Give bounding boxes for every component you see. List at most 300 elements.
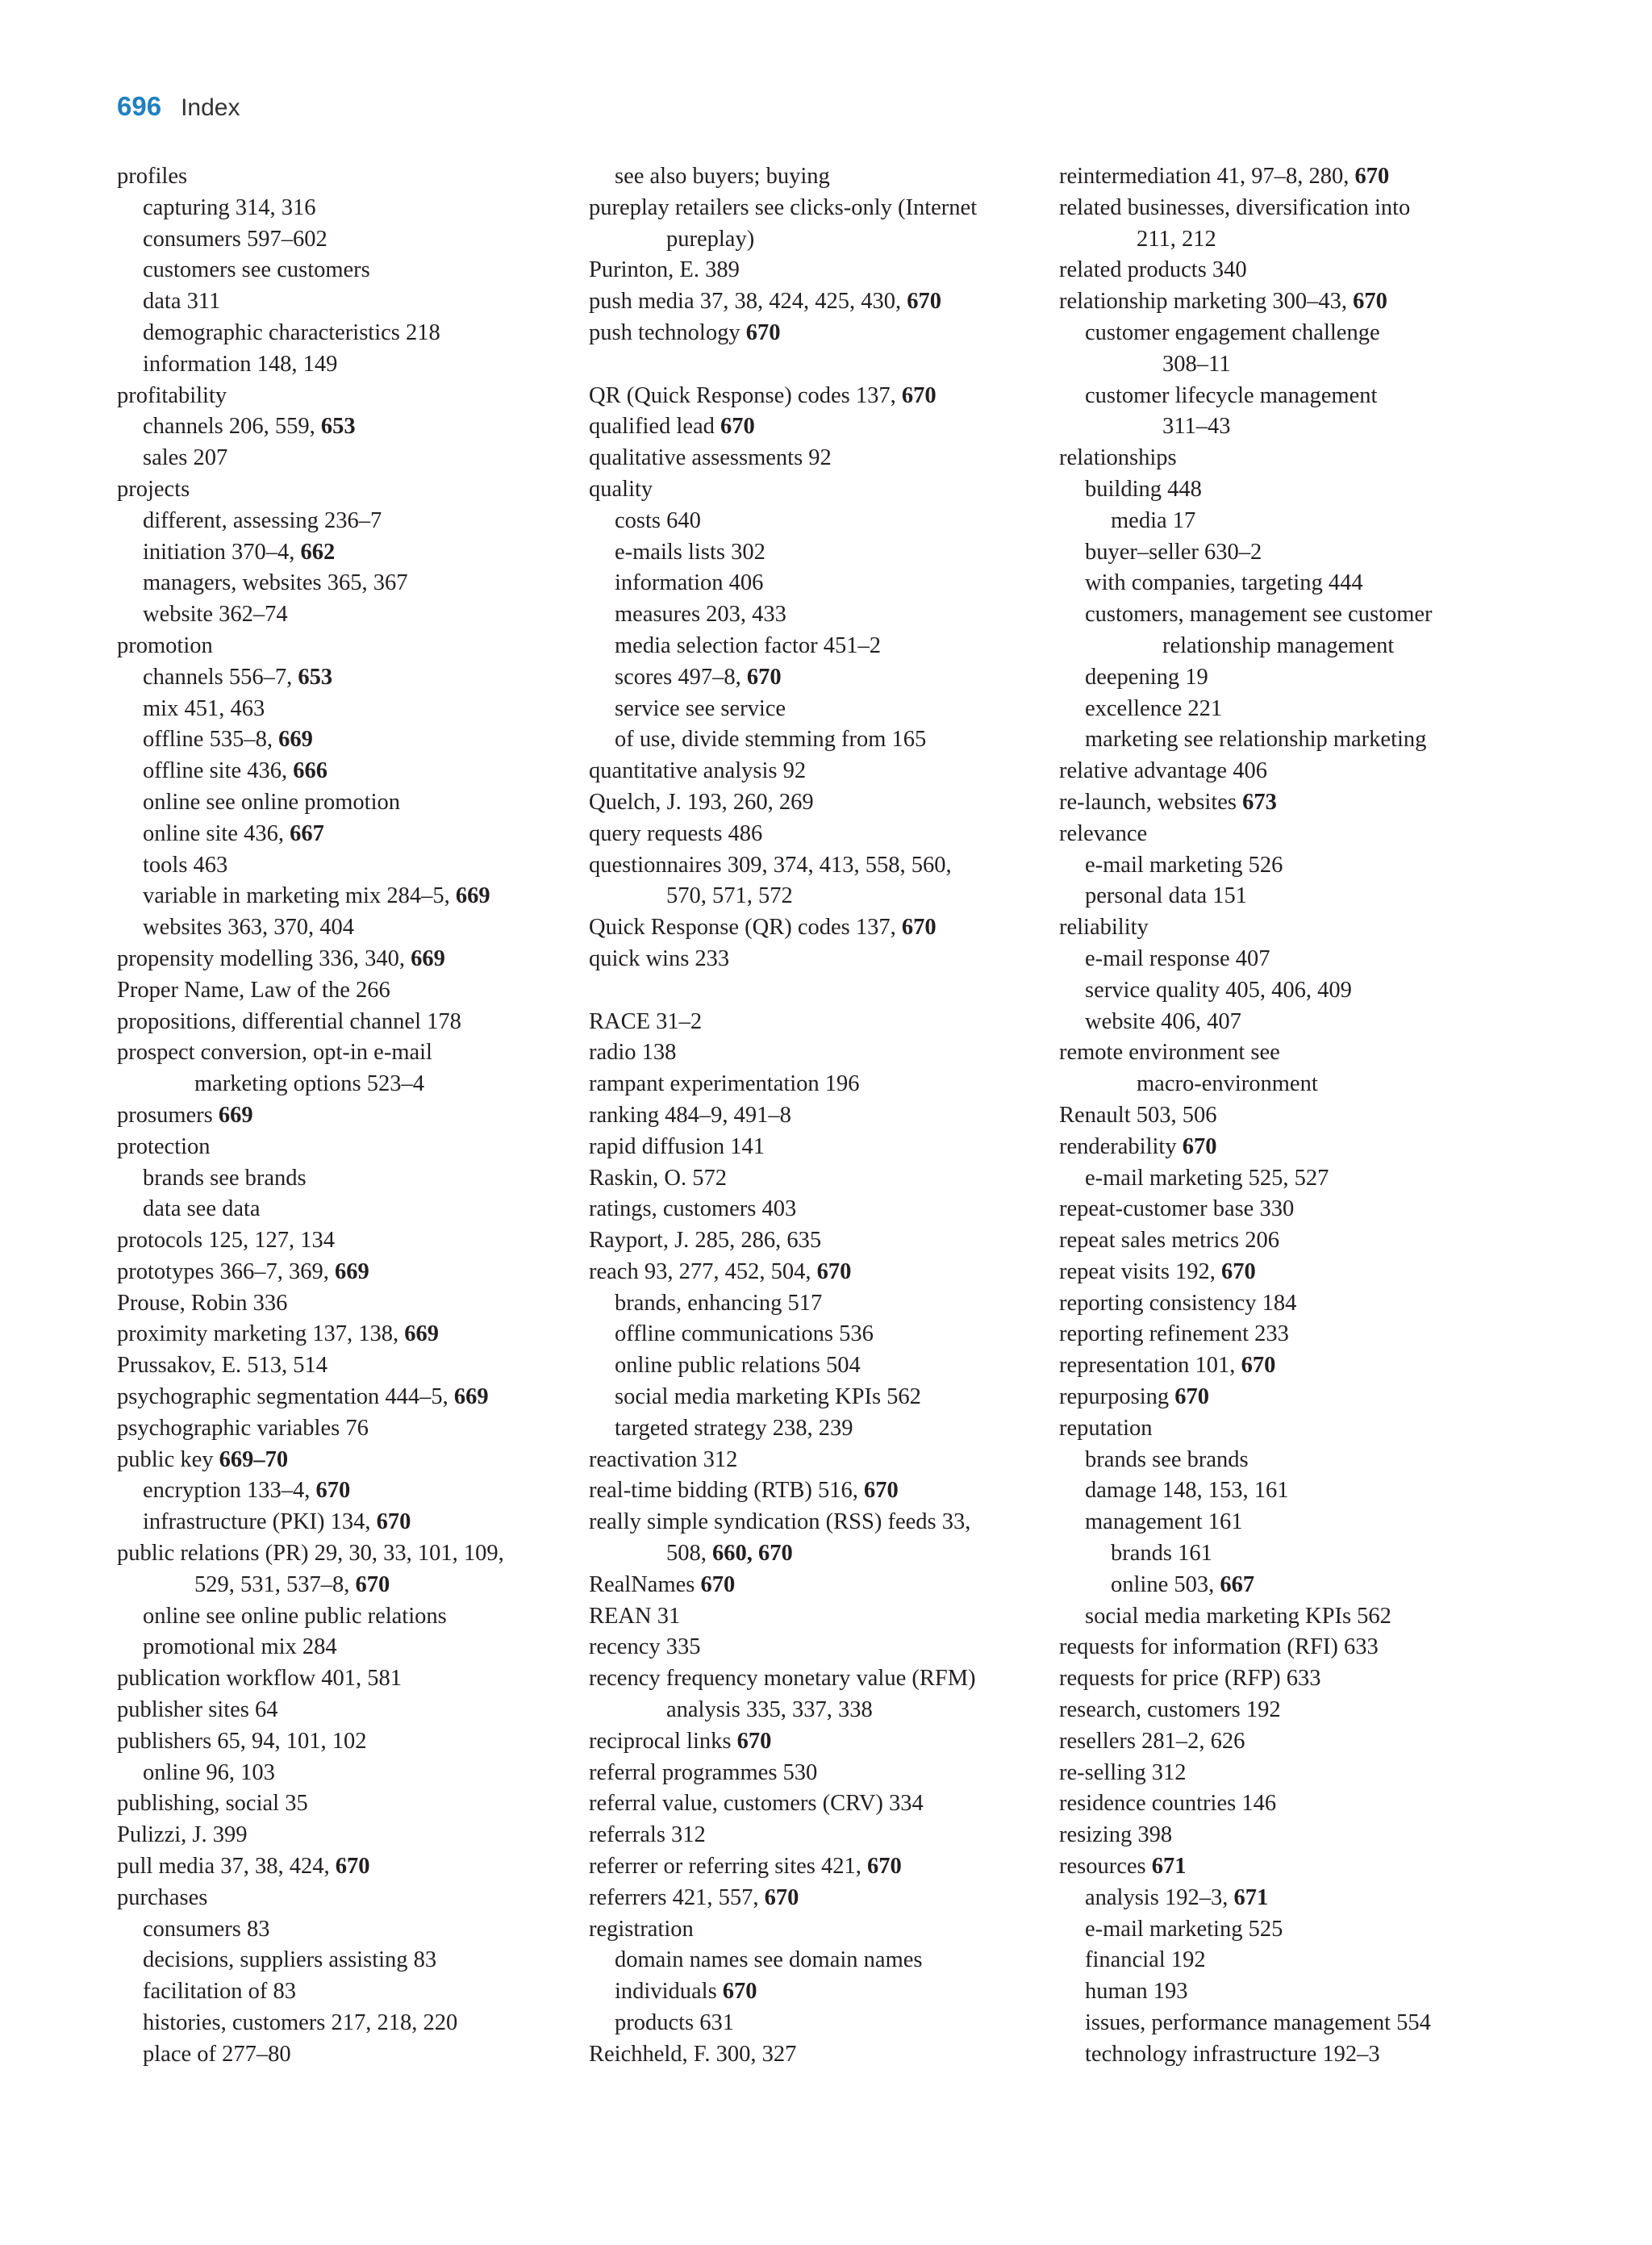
index-entry	[117, 161, 569, 193]
entry-text: residence countries 146	[1059, 1791, 1277, 1817]
index-subentry	[117, 881, 569, 912]
index-entry	[589, 1225, 1049, 1257]
entry-text: personal data 151	[1085, 883, 1248, 909]
entry-text: consumers 83	[143, 1916, 270, 1942]
index-subentry	[117, 1914, 569, 1946]
index-entry	[589, 411, 1049, 443]
index-entry	[1059, 787, 1543, 819]
entry-glossary-page: 667	[290, 820, 324, 846]
index-entry	[589, 1663, 1049, 1695]
entry-text: analysis 192–3,	[1085, 1884, 1234, 1910]
index-entry-continuation	[117, 1570, 569, 1601]
index-subentry	[117, 318, 569, 349]
entry-text: customers see customers	[143, 257, 370, 283]
entry-text: referrals 312	[589, 1822, 706, 1848]
entry-text: 508,	[666, 1541, 712, 1567]
entry-text: pureplay)	[666, 226, 755, 252]
index-entry	[117, 1288, 569, 1320]
entry-text: recency 335	[589, 1634, 701, 1660]
index-entry	[589, 1037, 1049, 1069]
entry-text: media selection factor 451–2	[615, 632, 882, 658]
entry-text: media 17	[1111, 507, 1196, 533]
index-subentry	[117, 1632, 569, 1663]
entry-text: domain names see domain names	[615, 1947, 923, 1973]
entry-glossary-page: 670	[816, 1258, 852, 1284]
index-entry-continuation	[589, 881, 1049, 912]
index-entry	[117, 1350, 569, 1382]
entry-glossary-page: 667	[1220, 1571, 1255, 1597]
index-entry	[589, 756, 1049, 787]
index-entry-continuation	[1059, 1069, 1543, 1100]
index-subentry	[117, 1601, 569, 1633]
entry-text: issues, performance management 554	[1085, 2010, 1431, 2036]
entry-text: qualified lead	[589, 414, 721, 440]
entry-glossary-page: 669	[455, 883, 490, 909]
index-entry	[1059, 1194, 1543, 1225]
index-subentry	[1059, 1601, 1543, 1633]
index-subentry	[1059, 1475, 1543, 1507]
entry-text: requests for price (RFP) 633	[1059, 1666, 1321, 1692]
entry-text: e-mail marketing 525, 527	[1085, 1165, 1329, 1191]
index-entry	[589, 286, 1049, 318]
entry-glossary-page: 670	[901, 915, 937, 941]
entry-text: human 193	[1085, 1979, 1188, 2005]
index-entry	[1059, 1758, 1543, 1789]
entry-text: questionnaires 309, 374, 413, 558, 560,	[589, 852, 952, 878]
index-subsubentry	[1059, 1538, 1543, 1570]
entry-text: 529, 531, 537–8,	[194, 1571, 356, 1597]
entry-text: tools 463	[143, 852, 228, 878]
index-subentry	[117, 349, 569, 381]
index-column-3	[1059, 161, 1543, 2071]
entry-glossary-page: 669–70	[219, 1446, 289, 1472]
entry-text: brands, enhancing 517	[615, 1290, 823, 1316]
entry-text: brands see brands	[143, 1165, 307, 1191]
index-entry	[589, 912, 1049, 944]
entry-text: quick wins 233	[589, 945, 730, 971]
index-entry	[1059, 1100, 1543, 1132]
index-subentry	[117, 1194, 569, 1225]
index-subentry	[589, 631, 1049, 662]
entry-text: histories, customers 217, 218, 220	[143, 2010, 458, 2036]
entry-glossary-page: 670	[335, 1854, 370, 1880]
index-entry	[117, 944, 569, 975]
entry-text: channels 206, 559,	[143, 414, 321, 440]
entry-text: website 406, 407	[1085, 1008, 1241, 1034]
index-entry	[117, 1225, 569, 1257]
entry-glossary-page: 670	[376, 1509, 411, 1535]
page-number: 696	[117, 91, 162, 121]
entry-text: referral programmes 530	[589, 1759, 818, 1785]
index-entry	[1059, 443, 1543, 474]
entry-text: prospect conversion, opt-in e-mail	[117, 1040, 432, 1066]
entry-glossary-page: 670	[745, 319, 781, 345]
index-entry	[589, 1475, 1049, 1507]
entry-text: public key	[117, 1446, 219, 1472]
entry-text: demographic characteristics 218	[143, 319, 440, 345]
entry-glossary-page: 670	[355, 1571, 390, 1597]
entry-text: service see service	[615, 695, 786, 721]
entry-text: repeat sales metrics 206	[1059, 1228, 1280, 1254]
page-header	[117, 91, 240, 131]
index-subentry	[1059, 318, 1543, 349]
index-entry-continuation	[1059, 349, 1543, 381]
index-entry	[589, 1069, 1049, 1100]
entry-text: customer engagement challenge	[1085, 319, 1380, 345]
entry-text: e-mails lists 302	[615, 539, 766, 565]
index-entry	[589, 850, 1049, 882]
index-subentry	[117, 694, 569, 725]
entry-text: capturing 314, 316	[143, 194, 316, 220]
index-entry	[589, 819, 1049, 850]
entry-text: quality	[589, 476, 653, 502]
index-subentry	[117, 255, 569, 286]
entry-text: publication workflow 401, 581	[117, 1666, 403, 1692]
entry-text: Raskin, O. 572	[589, 1165, 727, 1191]
entry-glossary-page: 666	[293, 758, 328, 784]
index-subentry	[117, 2039, 569, 2071]
index-entry	[1059, 756, 1543, 787]
entry-text: damage 148, 153, 161	[1085, 1478, 1289, 1504]
index-subentry	[1059, 1883, 1543, 1914]
index-subentry	[117, 224, 569, 256]
entry-text: products 631	[615, 2010, 735, 2036]
index-entry	[1059, 1132, 1543, 1163]
entry-text: resellers 281–2, 626	[1059, 1728, 1245, 1754]
entry-text: referral value, customers (CRV) 334	[589, 1791, 924, 1817]
entry-text: buyer–seller 630–2	[1085, 539, 1262, 565]
entry-text: research, customers 192	[1059, 1697, 1281, 1723]
index-entry	[589, 1788, 1049, 1820]
entry-text: decisions, suppliers assisting 83	[143, 1947, 437, 1973]
entry-text: 308–11	[1162, 351, 1231, 377]
entry-text: promotion	[117, 632, 213, 658]
entry-text: remote environment see	[1059, 1040, 1280, 1066]
entry-text: real-time bidding (RTB) 516,	[589, 1478, 865, 1504]
entry-text: managers, websites 365, 367	[143, 570, 408, 596]
index-entry	[589, 1257, 1049, 1288]
index-subentry	[1059, 2008, 1543, 2039]
entry-glossary-page: 669	[334, 1258, 369, 1284]
entry-text: push media 37, 38, 424, 425, 430,	[589, 289, 907, 315]
entry-glossary-page: 670	[764, 1884, 799, 1910]
index-subentry	[589, 1413, 1049, 1445]
entry-text: representation 101,	[1059, 1353, 1241, 1379]
index-subentry	[1059, 944, 1543, 975]
index-subentry	[589, 537, 1049, 569]
entry-glossary-page: 670	[864, 1478, 899, 1504]
entry-text: propensity modelling 336, 340,	[117, 945, 411, 971]
entry-text: social media marketing KPIs 562	[1085, 1603, 1391, 1629]
index-subentry	[117, 411, 569, 443]
entry-glossary-page: 662	[300, 539, 336, 565]
entry-glossary-page: 671	[1233, 1884, 1269, 1910]
entry-text: variable in marketing mix 284–5,	[143, 883, 456, 909]
entry-text: building 448	[1085, 476, 1202, 502]
index-subsubentry	[1059, 506, 1543, 537]
entry-text: purchases	[117, 1884, 208, 1910]
index-entry-continuation	[589, 1538, 1049, 1570]
index-subentry	[117, 724, 569, 756]
section-title: Index	[181, 94, 240, 121]
entry-text: rapid diffusion 141	[589, 1133, 765, 1159]
entry-text: online public relations 504	[615, 1353, 861, 1379]
entry-text: ratings, customers 403	[589, 1196, 797, 1222]
entry-text: pureplay retailers see clicks-only (Internet	[589, 194, 978, 220]
entry-text: psychographic segmentation 444–5,	[117, 1384, 454, 1410]
entry-text: re-launch, websites	[1059, 789, 1243, 815]
index-subentry	[589, 1350, 1049, 1382]
index-entry	[1059, 1350, 1543, 1382]
index-entry-continuation	[1059, 411, 1543, 443]
index-entry	[1059, 286, 1543, 318]
entry-text: radio 138	[589, 1040, 677, 1066]
entry-text: customers, management see customer	[1085, 602, 1433, 628]
index-entry	[1059, 1037, 1543, 1069]
entry-text: profitability	[117, 382, 227, 408]
entry-text: encryption 133–4,	[143, 1478, 316, 1504]
entry-text: reputation	[1059, 1415, 1153, 1441]
index-entry	[1059, 1788, 1543, 1820]
entry-spacer	[589, 349, 1049, 381]
index-subentry	[117, 850, 569, 882]
entry-text: related products 340	[1059, 257, 1247, 283]
index-subentry	[1059, 662, 1543, 694]
index-column-1	[117, 161, 569, 2071]
entry-text: reliability	[1059, 915, 1149, 941]
entry-text: service quality 405, 406, 409	[1085, 977, 1352, 1003]
index-subentry	[589, 599, 1049, 631]
entry-text: 211, 212	[1137, 226, 1216, 252]
index-subentry	[589, 1945, 1049, 1976]
entry-text: RealNames	[589, 1571, 701, 1597]
index-subentry	[117, 662, 569, 694]
index-entry	[117, 1788, 569, 1820]
entry-glossary-page: 670	[1353, 289, 1387, 315]
entry-text: Reichheld, F. 300, 327	[589, 2041, 797, 2067]
entry-text: analysis 335, 337, 338	[666, 1697, 873, 1723]
index-subentry	[589, 1382, 1049, 1413]
index-subentry	[589, 2008, 1049, 2039]
entry-glossary-page: 670	[1241, 1353, 1276, 1379]
entry-text: initiation 370–4,	[143, 539, 301, 565]
entry-text: technology infrastructure 192–3	[1085, 2041, 1380, 2067]
entry-text: consumers 597–602	[143, 226, 327, 252]
index-entry	[1059, 819, 1543, 850]
index-subentry	[1059, 2039, 1543, 2071]
entry-glossary-page: 673	[1242, 789, 1277, 815]
entry-text: protocols 125, 127, 134	[117, 1228, 335, 1254]
index-entry	[589, 1507, 1049, 1538]
index-entry	[117, 1382, 569, 1413]
index-subentry	[117, 2008, 569, 2039]
entry-text: quantitative analysis 92	[589, 758, 807, 784]
index-entry	[589, 193, 1049, 224]
index-subentry	[1059, 568, 1543, 599]
index-subentry	[117, 1945, 569, 1976]
index-subentry	[1059, 474, 1543, 506]
index-subentry	[1059, 1163, 1543, 1195]
index-entry	[1059, 1851, 1543, 1883]
index-entry-continuation	[589, 224, 1049, 256]
index-subentry	[589, 506, 1049, 537]
entry-text: reciprocal links	[589, 1728, 737, 1754]
index-entry	[589, 1820, 1049, 1851]
entry-text: recency frequency monetary value (RFM)	[589, 1666, 976, 1692]
entry-text: excellence 221	[1085, 695, 1223, 721]
entry-text: relationship marketing 300–43,	[1059, 289, 1354, 315]
entry-glossary-page: 653	[320, 414, 356, 440]
entry-text: RACE 31–2	[589, 1008, 703, 1034]
entry-text: channels 556–7,	[143, 664, 298, 690]
index-entry	[589, 255, 1049, 286]
entry-text: resizing 398	[1059, 1822, 1173, 1848]
index-subentry	[589, 161, 1049, 193]
index-entry	[1059, 1382, 1543, 1413]
index-entry-continuation	[589, 1695, 1049, 1726]
index-subentry	[117, 537, 569, 569]
index-subentry	[117, 912, 569, 944]
index-entry	[1059, 1820, 1543, 1851]
index-entry	[117, 1445, 569, 1476]
entry-glossary-page: 653	[298, 664, 333, 690]
entry-text: brands 161	[1111, 1541, 1212, 1567]
index-entry	[589, 1726, 1049, 1758]
index-entry	[1059, 1726, 1543, 1758]
entry-text: Pulizzi, J. 399	[117, 1822, 248, 1848]
index-entry	[589, 944, 1049, 975]
entry-text: profiles	[117, 164, 188, 189]
entry-text: online see online public relations	[143, 1603, 447, 1629]
entry-text: see also buyers; buying	[615, 164, 830, 189]
index-entry	[117, 381, 569, 412]
entry-spacer	[589, 975, 1049, 1007]
entry-text: offline 535–8,	[143, 727, 279, 753]
entry-glossary-page: 670	[1221, 1258, 1256, 1284]
entry-text: e-mail response 407	[1085, 945, 1270, 971]
index-entry	[117, 1100, 569, 1132]
index-entry	[589, 1914, 1049, 1946]
index-subentry	[117, 599, 569, 631]
entry-text: reactivation 312	[589, 1446, 738, 1472]
index-entry	[117, 1037, 569, 1069]
entry-text: websites 363, 370, 404	[143, 915, 355, 941]
entry-text: e-mail marketing 526	[1085, 852, 1283, 878]
index-subentry	[589, 694, 1049, 725]
entry-glossary-page: 670	[901, 382, 937, 408]
entry-text: online 503,	[1111, 1571, 1220, 1597]
entry-text: information 406	[615, 570, 764, 596]
entry-text: Quelch, J. 193, 260, 269	[589, 789, 814, 815]
entry-text: really simple syndication (RSS) feeds 33,	[589, 1509, 971, 1535]
entry-text: offline communications 536	[615, 1321, 874, 1347]
index-subentry	[117, 1758, 569, 1789]
index-entry	[1059, 193, 1543, 224]
index-subentry	[589, 662, 1049, 694]
entry-text: with companies, targeting 444	[1085, 570, 1363, 596]
entry-text: management 161	[1085, 1509, 1243, 1535]
entry-text: macro-environment	[1137, 1071, 1318, 1097]
entry-text: publishing, social 35	[117, 1791, 308, 1817]
entry-text: relationship management	[1162, 632, 1395, 658]
entry-text: query requests 486	[589, 820, 763, 846]
index-subentry	[589, 724, 1049, 756]
entry-text: relative advantage 406	[1059, 758, 1267, 784]
entry-text: propositions, differential channel 178	[117, 1008, 461, 1034]
entry-text: 570, 571, 572	[666, 883, 793, 909]
index-entry	[1059, 1632, 1543, 1663]
entry-text: psychographic variables 76	[117, 1415, 369, 1441]
index-subentry	[117, 1976, 569, 2008]
index-entry	[117, 1257, 569, 1288]
index-subentry	[1059, 599, 1543, 631]
index-subentry	[1059, 1007, 1543, 1038]
entry-text: data see data	[143, 1196, 261, 1222]
entry-text: brands see brands	[1085, 1446, 1249, 1472]
index-entry	[117, 975, 569, 1007]
entry-glossary-page: 670	[746, 664, 782, 690]
entry-text: prototypes 366–7, 369,	[117, 1258, 335, 1284]
entry-text: protection	[117, 1133, 211, 1159]
index-subentry	[1059, 537, 1543, 569]
index-entry	[589, 1132, 1049, 1163]
index-subentry	[589, 1319, 1049, 1350]
index-entry	[117, 1007, 569, 1038]
index-entry	[1059, 1413, 1543, 1445]
index-subentry	[1059, 694, 1543, 725]
entry-text: relevance	[1059, 820, 1148, 846]
entry-text: requests for information (RFI) 633	[1059, 1634, 1379, 1660]
index-subentry	[1059, 1914, 1543, 1946]
entry-text: re-selling 312	[1059, 1759, 1187, 1785]
entry-glossary-page: 670	[1182, 1133, 1217, 1159]
index-subsubentry	[1059, 1570, 1543, 1601]
entry-text: related businesses, diversification into	[1059, 194, 1411, 220]
entry-text: marketing options 523–4	[194, 1071, 424, 1097]
index-entry	[1059, 255, 1543, 286]
entry-text: Prussakov, E. 513, 514	[117, 1353, 327, 1379]
index-subentry	[1059, 881, 1543, 912]
index-entry	[589, 1632, 1049, 1663]
entry-text: measures 203, 433	[615, 602, 786, 628]
entry-glossary-page: 670	[722, 1979, 757, 2005]
index-entry	[589, 1851, 1049, 1883]
entry-text: repeat visits 192,	[1059, 1258, 1222, 1284]
index-subentry	[1059, 724, 1543, 756]
index-entry	[117, 1132, 569, 1163]
entry-text: resources	[1059, 1854, 1152, 1880]
index-subentry	[117, 193, 569, 224]
entry-text: e-mail marketing 525	[1085, 1916, 1283, 1942]
index-subentry	[589, 1288, 1049, 1320]
entry-text: of use, divide stemming from 165	[615, 727, 927, 753]
index-subentry	[117, 787, 569, 819]
index-entry	[117, 631, 569, 662]
index-entry	[1059, 1257, 1543, 1288]
entry-text: repurposing	[1059, 1384, 1175, 1410]
index-entry	[1059, 1319, 1543, 1350]
entry-text: scores 497–8,	[615, 664, 747, 690]
index-entry-continuation	[117, 1069, 569, 1100]
index-entry	[589, 1570, 1049, 1601]
index-subentry	[1059, 381, 1543, 412]
entry-text: different, assessing 236–7	[143, 507, 382, 533]
index-entry	[117, 1851, 569, 1883]
entry-text: rampant experimentation 196	[589, 1071, 860, 1097]
entry-text: qualitative assessments 92	[589, 445, 832, 471]
entry-text: REAN 31	[589, 1603, 681, 1629]
index-subentry	[589, 568, 1049, 599]
